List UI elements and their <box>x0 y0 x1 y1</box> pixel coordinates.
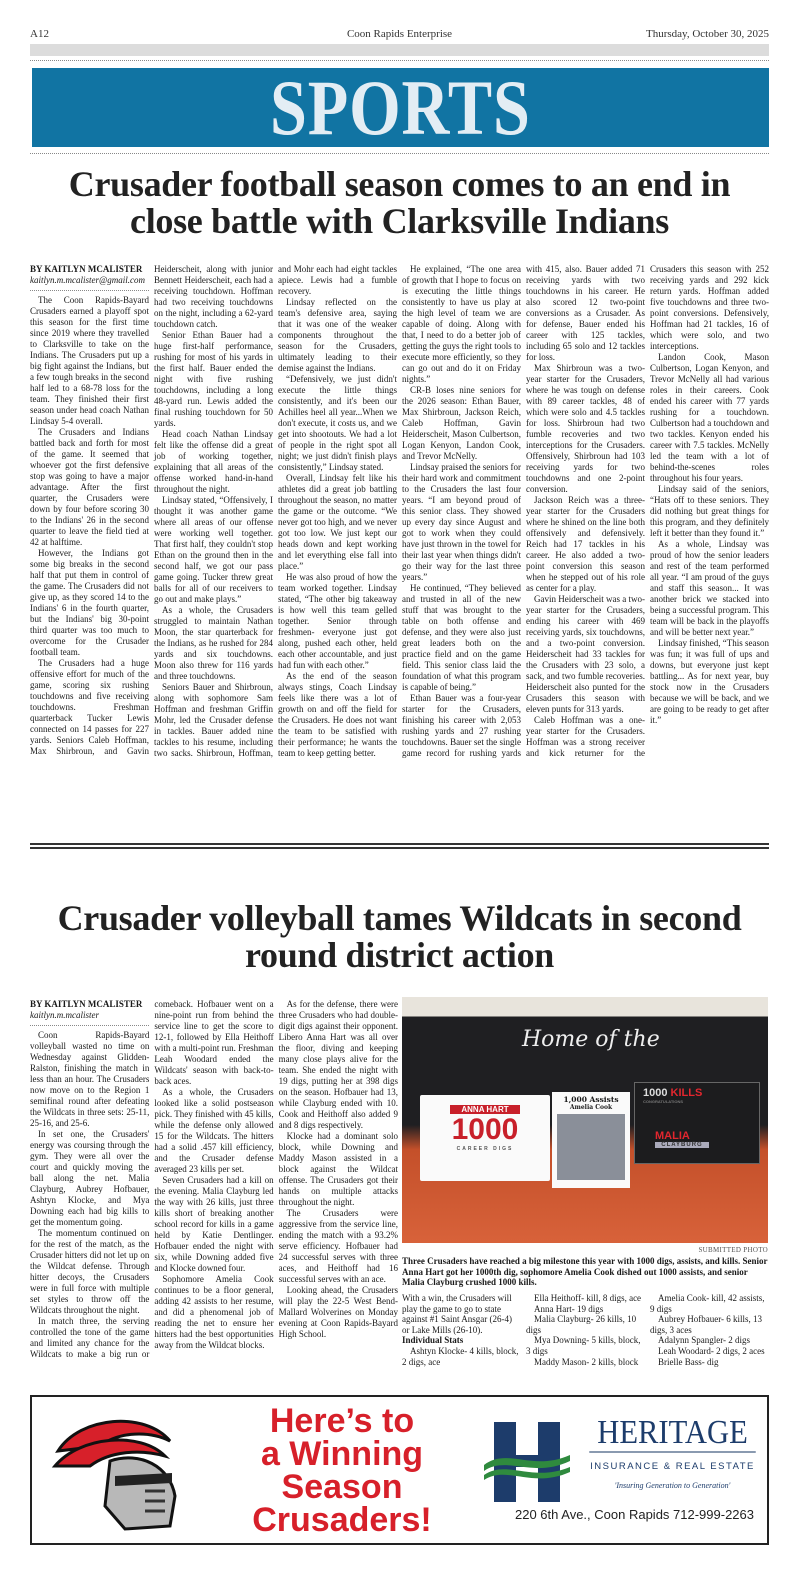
stat-line: Maddy Mason- 2 kills, block <box>534 1356 639 1367</box>
byline: BY KAITLYN MCALISTER <box>30 264 143 274</box>
stats-intro: With a win, the Crusaders will play the game to go to state against #1 Saint Ansgar (26-4) or Lake Mills (26-10). <box>402 1293 512 1335</box>
paragraph: He explained, “The one area of growth that I hope to focus on is executing the little things consistently to have us play at the high level of team we are capable of doing. Along with that, I need to do a better job of getting the guys the right tools to execute more efficiently, so they can go out and do it on Friday nights.” <box>402 264 521 384</box>
volleyball-milestone-photo <box>402 997 768 1243</box>
paragraph: Seven Crusaders had a kill on the evening. Malia Clayburg led the way with 26 kills, just three kills short of breaking another school record for kills in a game held by Katie Dentlinger. Hofbauer ended the night with six, while Downing added five and Klocke downed four. <box>154 1175 274 1273</box>
company-name: HERITAGE <box>589 1415 756 1453</box>
photo-caption: Three Crusaders have reached a big milestone this year with 1000 digs, assists, and kills. Senior Anna Hart got her 1000th dig, sophomore Amelia Cook dished out 1000 assists, and senior Malia Clayburg crushed 1000 kills. <box>402 1256 768 1287</box>
paragraph: Head coach Nathan Lindsay felt like the offense did a great job of working together, explaining that all areas of the offense worked hand-in-hand throughout the night. <box>154 429 273 494</box>
paragraph: As for the defense, there were three Crusaders who had double-digit digs against their opponent. Libero Anna Hart was all over the floor, diving and keeping many close plays alive for the team. She ended the night with 19 digs, putting her at 398 digs on the season. Hofbauer had 13, while Clayburg ended with 10. Cook and Heithoff also added 9 and 8 digs respectively. <box>278 999 398 1130</box>
paragraph: Seniors Bauer and Shirbroun, along with sophomore Sam Hoffman and freshman Griffin Mohr, led the Crusader defense in tackles. Bauer added nine tackles to his resume, including two sacks. Shirbroun, Hoffman, and Mohr each had eight tackles apiece. Lewis had a fumble recovery. <box>154 264 397 758</box>
stat-line: Ella Heithoff- kill, 8 digs, ace <box>534 1293 642 1303</box>
sign-text: 1000 <box>451 1113 519 1146</box>
photo-credit: SUBMITTED PHOTO <box>698 1246 768 1254</box>
paragraph: As a whole, the Crusaders struggled to maintain Nathan Moon, the star quarterback for the Indians, as he rushed for 284 yards and six touchdowns. Moon also threw for 116 yards and three touchdowns. <box>154 605 273 681</box>
paragraph: Landon Cook, Mason Culbertson, Logan Kenyon, and Trevor McNelly all had various roles in their careers. Cook ended his career with 77 yards rushing for a touchdown. Culbertson had a touchdown and two tackles. Kenyon ended his career with 7.5 tackles. McNelly led the team with a lot of behind-the-scenes roles throughout his four years. <box>650 352 769 483</box>
gym-banner-text: Home of the <box>522 1027 660 1052</box>
byline-email: kaitlyn.m.mcalister <box>30 1010 149 1026</box>
sign-text: 1,000 Assists <box>563 1095 619 1104</box>
paragraph: However, the Indians got some big breaks in the second half that put them in control of the game. The Crusaders did not give up, as they scored 14 to the Indians' 6 in the fourth quarter, but the Indians' big 30-point third quarter was too much to overcome for the Crusader football team. <box>30 548 149 657</box>
paper-name: Coon Rapids Enterprise <box>346 28 453 40</box>
paragraph: Lindsay said of the seniors, “Hats off to these seniors. They did nothing but great things for this program, and they definitely left it better than they found it.” <box>650 484 769 538</box>
paragraph: Ethan Bauer was a four-year starter for the Crusaders, finishing his career with 2,053 rushing yards and 27 rushing touchdowns. Bauer set the single game record for rushing yards with 415, also. Bauer added 71 receiving yards with two touchdowns in his career. He also scored 12 two-point conversions as a Crusader. As for defense, Bauer ended his career with 125 tackles, including 65 solo and 12 tackles for loss. <box>402 264 645 758</box>
amelia-cook-sign <box>552 1092 630 1188</box>
paragraph: As a whole, the Crusaders looked like a solid postseason pick. They finished with 45 kills, while the defense only allowed 15 for the Wildcats. The hitters had a solid .457 kill efficiency, and the Crusader defense averaged 23 kills per set. <box>154 1087 274 1174</box>
sign-text: CAREER DIGS <box>456 1146 514 1152</box>
paragraph: The momentum continued on for the rest of the match, as the Crusader hitters did not let up on the Wildcat defense. Through hitter decoys, the Crusaders were in full force with multiple set styles to throw off the Wildcats throughout the night. <box>30 1228 150 1315</box>
paragraph: He continued, “They believed and trusted in all of the new stuff that was brought to the table on both offense and defense, and they were also just great leaders both on the practice field and on the game field. This senior class laid the foundation of what this program is capable of being.” <box>402 583 521 692</box>
stat-line: Leah Woodard- 2 digs, 2 aces <box>658 1345 765 1356</box>
sign-text: Amelia Cook <box>569 1104 613 1111</box>
paragraph: Lindsay reflected on the team's defensive area, saying that it was one of the weaker components throughout the season for the Crusaders, ultimately leading to their demise against the Indians. <box>278 297 397 373</box>
header-bar <box>30 44 769 56</box>
slogan-line: a Winning <box>260 1435 424 1473</box>
page-number: A12 <box>30 28 49 40</box>
stat-line: Anna Hart- 19 digs <box>534 1303 604 1314</box>
paragraph: Lindsay finished, “This season was fun; it was full of ups and downs, but everyone just kept battling... As for next year, buy stock now in the Crusaders because we will be back, and we are going to be ready to get after it.” <box>650 638 769 725</box>
paragraph: As the end of the season always stings, Coach Lindsay feels like there was a lot of growth on and off the field for the Crusaders. He does not want the team to be satisfied with their performance; he wants the team to keep getting better. <box>278 671 397 758</box>
company-subtitle: INSURANCE & REAL ESTATE <box>590 1461 755 1472</box>
malia-clayburg-sign <box>634 1082 760 1164</box>
company-tagline: 'Insuring Generation to Generation' <box>614 1481 731 1490</box>
stat-line: Brielle Bass- dig <box>658 1356 719 1367</box>
sign-text: KILLS <box>670 1087 703 1099</box>
article-1-body <box>30 264 769 759</box>
paragraph: Coon Rapids-Bayard volleyball wasted no time on Wednesday against Glidden-Ralston, finishing the match in less than an hour. The Crusaders now move on to the Region 1 semifinal round after defeating the Wildcats in three sets: 25-11, 25-16, and 25-6. <box>30 1030 150 1128</box>
stat-line: Amelia Cook- kill, 42 assists, 9 digs <box>650 1293 765 1314</box>
company-address: 220 6th Ave., Coon Rapids 712-999-2263 <box>515 1507 754 1522</box>
heritage-h-logo-icon <box>482 1417 572 1507</box>
paragraph: Klocke had a dominant solo block, while Downing and Maddy Mason assisted in a block against the Wildcat offense. The Crusaders got their hands on multiple attacks throughout the night. <box>278 1131 398 1207</box>
paragraph: CR-B loses nine seniors for the 2026 season: Ethan Bauer, Max Shirbroun, Jackson Reich, Caleb Hoffman, Gavin Heiderscheit, Mason Culbertson, Logan Kenyon, Landon Cook, and Trevor McNelly. <box>402 385 521 461</box>
article-1-headline: Crusader football season comes to an end in close battle with Clarksville Indians <box>68 164 731 241</box>
paragraph: In set one, the Crusaders' energy was coursing through the gym. They were all over the court and quickly moving the ball along the net. Malia Clayburg, Aubrey Hofbauer, Ashtyn Klocke, and Mya Downing each had big kills to get the momentum going. <box>30 1129 150 1227</box>
paragraph: Lindsay praised the seniors for their hard work and commitment to the Crusaders the last four years. “I am beyond proud of this senior class. They showed up every day since August and got to work when they could have just thrown in the towel for their last year when things didn't go their way for the last three years.” <box>402 462 521 582</box>
paragraph: Overall, Lindsay felt like his athletes did a great job battling throughout the season, no matter the game or the outcome. “We never got too high, and we never got too low. We just kept our heads down and kept working and let everything else fall into place.” <box>278 473 397 571</box>
paragraph: As a whole, Lindsay was proud of how the senior leaders and rest of the team performed all year. “I am proud of the guys and staff this season... It was another brick we stacked into being a successful program. This team will be back in the playoffs and will be better next year.” <box>650 539 769 637</box>
sign-text: ANNA HART <box>450 1105 520 1114</box>
sign-text: CLAYBURG <box>655 1142 709 1148</box>
byline: BY KAITLYN MCALISTER <box>30 999 143 1009</box>
paragraph: In match three, the serving controlled the tone of the game and limited any chance for the Wildcats to make a big run or comeback. Hofbauer went on a nine-point run from behind the service line to get the score to 12-1, followed by Ella Heithoff with a multi-point run. Freshman Leah Woodard ended the Wildcats' season with back-to-back aces. <box>30 999 274 1359</box>
stat-line: Adalynn Spangler- 2 digs <box>658 1335 751 1346</box>
paragraph: Caleb Hoffman was a one-year starter for the Crusaders. Hoffman was a strong receiver and kick returner for the Crusaders this season with 252 receiving yards and 292 kick return yards. Hoffman added five touchdowns and three two-point conversions. Defensively, Hoffman had 21 tackles, 16 of which were solo, and two interceptions. <box>526 264 769 758</box>
article-2-headline: Crusader volleyball tames Wildcats in second round district action <box>57 898 742 975</box>
stat-line: Malia Clayburg- 26 kills, 10 digs <box>526 1314 637 1335</box>
sign-text: MALIA <box>655 1130 690 1142</box>
paragraph: Lindsay stated, “Offensively, I thought it was another game where all areas of our offense were working well together. That first half, they couldn't stop Ethan on the ground then in the second half, we got our pass game going. Tucker threw great balls for all of our receivers to go out and make plays.” <box>154 495 273 604</box>
paragraph: He was also proud of how the team worked together. Lindsay stated, “The other big takeaway is how well this team gelled together. Senior through freshmen- everyone just got along, pushed each other, held each other accountable, and just had fun with each other.” <box>278 572 397 670</box>
section-divider <box>30 843 769 849</box>
paragraph: “Defensively, we just didn't execute the little things consistently, and it's been our Achilles heel all year...When we don't execute, it costs us, and we get into shootouts. We had a lot of people in the right spot all night; we just didn't finish plays consistently,” Lindsay stated. <box>278 374 397 472</box>
slogan-line: Season <box>281 1468 403 1506</box>
section-banner <box>32 63 769 151</box>
paragraph: The Coon Rapids-Bayard Crusaders earned a playoff spot this season for the first time since 2019 where they travelled to Clarksville to take on the Indians. The Crusaders put up a big fight against the Indians, but a few tough breaks in the second half led to a 68-78 loss for the team. They finished their first season under head coach Nathan Lindsay 5-4 overall. <box>30 295 149 426</box>
stats-heading: Individual Stats <box>402 1335 464 1346</box>
byline-email[interactable]: kaitlyn.m.mcalister@gmail.com <box>30 275 149 291</box>
stat-line: Ashtyn Klocke- 4 kills, block, 2 digs, ace <box>402 1345 519 1367</box>
article-2-body <box>30 999 398 1360</box>
paragraph: Senior Ethan Bauer had a huge first-half performance, rushing for most of his yards in the first half. Bauer ended the night with five rushing touchdowns, including a long 48-yard run. Lewis added the final rushing touchdown for 50 yards. <box>154 330 273 428</box>
sign-text: CONGRATULATIONS <box>643 1099 684 1104</box>
paragraph: Jackson Reich was a three-year starter for the Crusaders where he shined on the line both offensively and defensively. Reich had 17 tackles in his career. He also added a two-point conversion this season when he stepped out of his role as center for a play. <box>526 495 645 593</box>
heritage-advertisement[interactable] <box>30 1395 769 1545</box>
paragraph: Gavin Heiderscheit was a two-year starter for the Crusaders, ending his career with 469 receiving yards, six touchdowns, and a two-point conversion. Heiderscheit had 33 tackles for the Crusaders with 23 solo, a sack, and two fumble recoveries. Heiderscheit also punted for the Crusaders this season with eleven punts for 313 yards. <box>526 594 645 714</box>
stat-line: Mya Downing- 5 kills, block, 3 digs <box>526 1335 641 1356</box>
paragraph: Sophomore Amelia Cook continues to be a floor general, adding 42 assists to her resume, and did a phenomenal job of reading the net to ensure her hitters had the best opportunities away from the Wildcat blocks. <box>154 1274 274 1350</box>
paragraph: Looking ahead, the Crusaders will play the 22-5 West Bend-Mallard Wolverines on Monday evening at Coon Rapids-Bayard High School. <box>278 1285 398 1339</box>
section-title: SPORTS <box>270 63 531 151</box>
paragraph: The Crusaders had a huge offensive effort for much of the game, scoring six rushing touchdowns and five receiving touchdowns. Freshman quarterback Tucker Lewis connected on 14 passes for 227 yards. Seniors Caleb Hoffman, Max Shirbroun, and Gavin Heiderscheit, along with junior Bennett Heiderscheit, each had a receiving touchdown. Hoffman had two receiving touchdowns on the night, including a 62-yard touchdown catch. <box>30 264 273 756</box>
paragraph: The Crusaders were aggressive from the service line, ending the match with a 93.2% serve efficiency. Hofbauer had 24 successful serves with three aces, and Heithoff had 16 successful serves with an ace. <box>278 1208 398 1284</box>
slogan-line: Here’s to <box>269 1402 415 1440</box>
divider <box>30 153 769 154</box>
ad-slogan <box>222 1402 462 1539</box>
crusader-helmet-icon <box>50 1411 200 1531</box>
slogan-line: Crusaders! <box>252 1501 432 1539</box>
sign-text: 1000 <box>643 1087 668 1099</box>
divider <box>30 60 769 61</box>
issue-date: Thursday, October 30, 2025 <box>645 28 769 40</box>
anna-hart-sign <box>420 1095 550 1181</box>
paragraph: Max Shirbroun was a two-year starter for the Crusaders, where he was tough on defense with 89 career tackles, 48 of which were solo and 4.5 tackles for loss. Shirbroun had two fumble recoveries and two interceptions for the Crusaders. Offensively, Shirbroun had 103 receiving yards for two touchdowns and one 2-point conversion. <box>526 363 645 494</box>
paragraph: The Crusaders and Indians battled back and forth for most of the game. It seemed that whoever got the first defensive stop was going to have a major advantage. After the first quarter, the Crusaders were down by four before scoring 30 to the Indians' 26 in the second quarter to leave the field tied at 42 at halftime. <box>30 427 149 547</box>
individual-stats <box>402 1293 768 1367</box>
stat-line: Aubrey Hofbauer- 6 kills, 13 digs, 3 aces <box>650 1314 763 1335</box>
